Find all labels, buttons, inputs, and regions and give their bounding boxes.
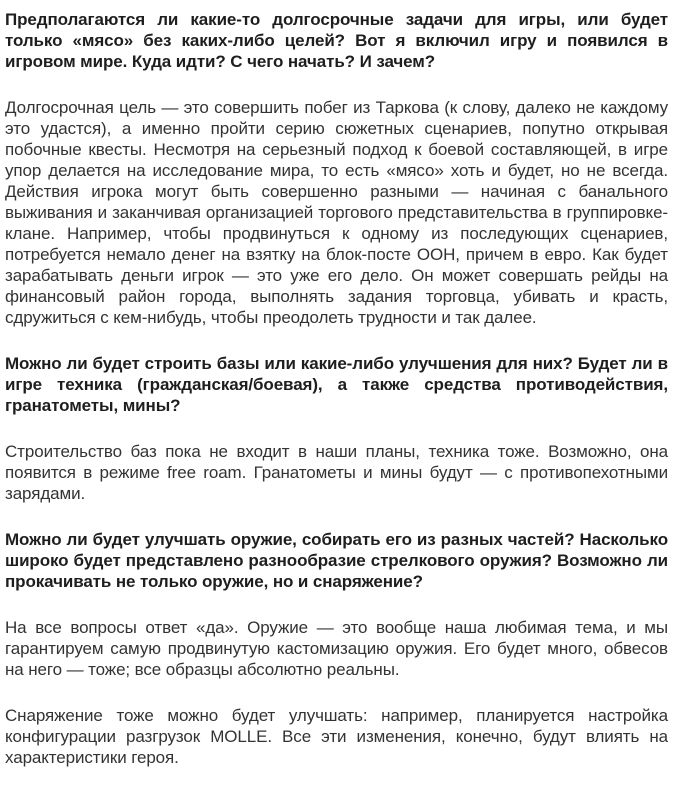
answer-paragraph-weapon-customization: На все вопросы ответ «да». Оружие — это вообще наша любимая тема, и мы гарантируем самую продвинутую кастомизацию оружия. Его будет много, обвесов на него — тоже; все образцы абсолютно реальны. <box>5 618 668 679</box>
question-paragraph-bases-vehicles: Можно ли будет строить базы или какие-либо улучшения для них? Будет ли в игре техника (гражданская/боевая), а также средства противодействия, гранатометы, мины? <box>5 354 668 415</box>
answer-paragraph-gear-upgrades: Снаряжение тоже можно будет улучшать: например, планируется настройка конфигурации разгрузок MOLLE. Все эти изменения, конечно, будут влиять на характеристики героя. <box>5 706 668 767</box>
answer-paragraph-long-term-goals: Долгосрочная цель — это совершить побег из Таркова (к слову, далеко не каждому это удастся), а именно пройти серию сюжетных сценариев, попутно открывая побочные квесты. Несмотря на серьезный подход к боевой составляющей, в игре упор делается на исследование мира, то есть «мясо» хоть и будет, но не всегда. Действия игрока могут быть совершенно разными — начиная с банального выживания и заканчивая организацией торгового представительства в группировке-клане. Например, чтобы продвинуться к одному из последующих сценариев, потребуется немало денег на взятку на блок-посте ООН, причем в евро. Как будет зарабатывать деньги игрок — это уже его дело. Он может совершать рейды на финансовый район города, выполнять задания торговца, убивать и красть, сдружиться с кем-нибудь, чтобы преодолеть трудности и так далее. <box>5 98 668 327</box>
question-paragraph-long-term-goals: Предполагаются ли какие-то долгосрочные задачи для игры, или будет только «мясо» без каких-либо целей? Вот я включил игру и появился в игровом мире. Куда идти? С чего начать? И зачем? <box>5 10 668 71</box>
answer-paragraph-bases-vehicles: Строительство баз пока не входит в наши планы, техника тоже. Возможно, она появится в режиме free roam. Гранатометы и мины будут — с противопехотными зарядами. <box>5 442 668 503</box>
question-paragraph-weapon-upgrades: Можно ли будет улучшать оружие, собирать его из разных частей? Насколько широко будет представлено разнообразие стрелкового оружия? Возможно ли прокачивать не только оружие, но и снаряжение? <box>5 530 668 591</box>
